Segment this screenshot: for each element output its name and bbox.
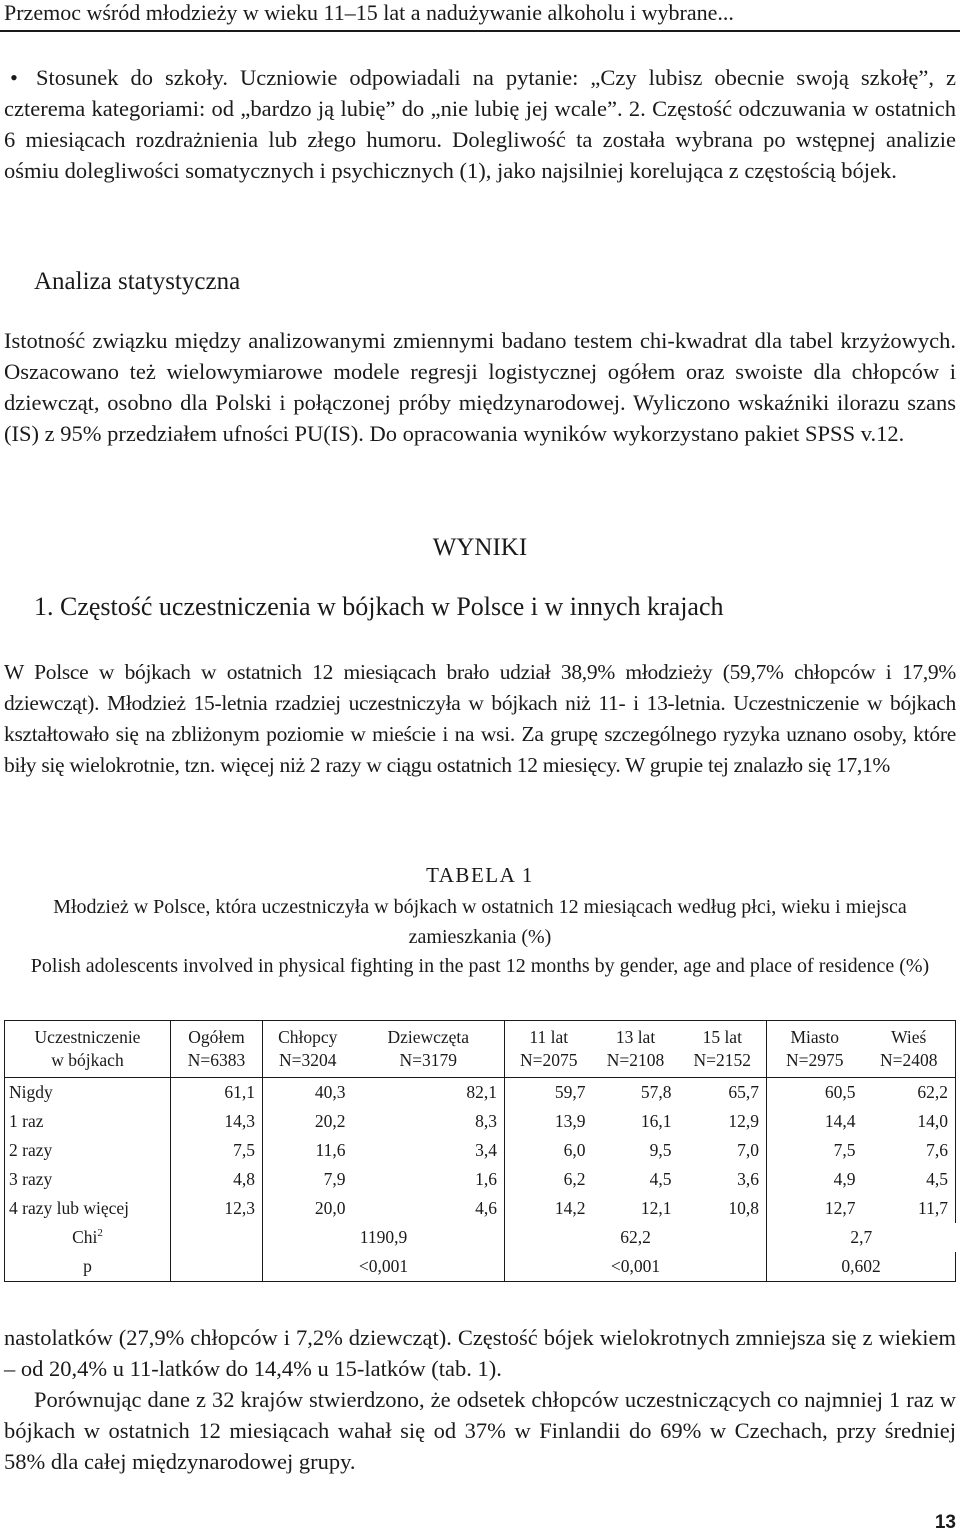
header-cell: Miasto N=2975 (767, 1021, 863, 1078)
table-cell: 14,3 (171, 1107, 263, 1136)
table-cell: 7,5 (171, 1136, 263, 1165)
stats-paragraph: Istotność związku między analizowanymi zmiennymi badano testem chi-kwadrat dla tabel krzyżowych. Oszacowano też wielowymiarowe modele regresji logistycznej ogółem oraz swoiste dla chłopców i dziewcząt, osobno dla Polski i połączonej próby międzynarodowej. Wyliczono wskaźniki ilorazu szans (IS) z 95% przedziałem ufności PU(IS). Do opracowania wyników wykorzystano pakiet SPSS v.12. (4, 328, 956, 446)
table-cell: 12,3 (171, 1194, 263, 1223)
table-cell: 7,0 (679, 1136, 767, 1165)
stats-heading: Analiza statystyczna (34, 268, 241, 295)
table-cell: 14,2 (554, 1198, 586, 1218)
table-cell: 60,5 (824, 1082, 856, 1102)
header-cell: Chłopcy N=3204 (263, 1021, 353, 1078)
table-cell: 57,8 (640, 1082, 672, 1102)
table-cell: 4,9 (833, 1169, 856, 1189)
header-cell: Ogółem N=6383 (171, 1021, 263, 1078)
comparison-paragraph: Porównując dane z 32 krajów stwierdzono, że odsetek chłopców uczestniczących co najmniej 1 raz w bójkach w ostatnich 12 miesiącach wahał się od 37% w Finlandii do 69% w Czechach, przy średniej 58% dla całej międzynarodowej grupy. (4, 1387, 956, 1474)
header-cell: Dziewczęta N=3179 (353, 1021, 505, 1078)
bullet-icon: • (10, 65, 18, 90)
table-row (5, 1136, 956, 1165)
row-label: 2 razy (5, 1136, 171, 1165)
table-cell: 7,9 (323, 1169, 346, 1189)
table-cell: 7,6 (863, 1136, 956, 1165)
table-row (5, 1194, 956, 1223)
table-cell: 20,0 (314, 1198, 346, 1218)
results-paragraph: W Polsce w bójkach w ostatnich 12 miesiącach brało udział 38,9% młodzieży (59,7% chłopców i 17,9% dziewcząt). Młodzież 15-letnia rzadziej uczestniczyła w bójkach niż 11- i 13-letnia. Uczestniczenie w bójkach kształtowało się na zbliżonym poziomie w mieście i na wsi. Za grupę szczególnego ryzyka uznano osoby, które biły się wielokrotnie, tzn. więcej niż 2 razy w ciągu ostatnich 12 miesięcy. W grupie tej znalazło się 17,1% (4, 660, 956, 777)
header-cell: 15 lat N=2152 (679, 1021, 767, 1078)
continuation-paragraph: nastolatków (27,9% chłopców i 7,2% dziewcząt). Częstość bójek wielokrotnych zmniejsza się z wiekiem – od 20,4% u 11-latków do 14,4% u 15-latków (tab. 1). (4, 1325, 956, 1381)
table-cell: 40,3 (314, 1082, 346, 1102)
table-cell: 16,1 (640, 1111, 672, 1131)
table-cell: 7,5 (833, 1140, 856, 1160)
results-heading: WYNIKI (432, 534, 528, 561)
intro-text: Stosunek do szkoły. Uczniowie odpowiadali na pytanie: „Czy lubisz obecnie swoją szkołę”, z czterema kategoriami: od „bardzo ją lubię” do „nie lubię jej wcale”. 2. Częstość odczuwania w ostatnich 6 miesiącach rozdrażnienia lub złego humoru. Dolegliwość ta została wybrana po wstępnej analizie ośmiu dolegliwości somatycznych i psychicznych (1), jako najsilniej korelująca z częstością bójek. (4, 65, 956, 183)
table-cell: 59,7 (554, 1082, 586, 1102)
p-value-gender: <0,001 (263, 1252, 505, 1282)
table-cell: 9,5 (649, 1140, 672, 1160)
table-cell: 61,1 (171, 1078, 263, 1108)
running-header: Przemoc wśród młodzieży w wieku 11–15 lat a nadużywanie alkoholu i wybrane... (4, 0, 734, 25)
table-cell: 14,0 (863, 1107, 956, 1136)
row-label: 1 raz (5, 1107, 171, 1136)
results-subheading: 1. Częstość uczestniczenia w bójkach w Polsce i w innych krajach (34, 592, 724, 621)
table-row (5, 1078, 956, 1108)
table-caption-pl: Młodzież w Polsce, która uczestniczyła w bójkach w ostatnich 12 miesiącach według płci, wieku i miejsca zamieszkania (%) (53, 896, 907, 948)
p-value-age: <0,001 (593, 1252, 679, 1282)
chi-value-residence: 2,7 (850, 1227, 873, 1247)
table-cell: 12,9 (679, 1107, 767, 1136)
table-cell: 3,4 (353, 1136, 505, 1165)
table-cell: 65,7 (679, 1078, 767, 1108)
table-cell: 11,7 (863, 1194, 956, 1223)
table-cell: 12,7 (824, 1198, 856, 1218)
table-cell: 10,8 (679, 1194, 767, 1223)
row-label: 4 razy lub więcej (5, 1194, 171, 1223)
chi-row (5, 1223, 956, 1252)
table-cell: 6,2 (563, 1169, 586, 1189)
fighting-table (4, 1020, 956, 1282)
chi-label: Chi$^2$ (5, 1223, 171, 1252)
table-cell: 4,8 (171, 1165, 263, 1194)
table-cell: 4,5 (649, 1169, 672, 1189)
table-row (5, 1165, 956, 1194)
table-cell: 14,4 (824, 1111, 856, 1131)
table-cell: 13,9 (554, 1111, 586, 1131)
table-cell: 3,6 (679, 1165, 767, 1194)
header-cell: Uczestniczenie w bójkach (5, 1021, 171, 1078)
table-cell: 1,6 (353, 1165, 505, 1194)
table-caption-en: Polish adolescents involved in physical fighting in the past 12 months by gender, age and place of residence (%) (30, 955, 930, 977)
table-title: TABELA 1 (426, 863, 534, 887)
table-cell: 82,1 (353, 1078, 505, 1108)
chi-value-age: 62,2 (620, 1227, 651, 1247)
row-label: 3 razy (5, 1165, 171, 1194)
intro-paragraph (4, 62, 956, 186)
table-row (5, 1107, 956, 1136)
header-cell: 13 lat N=2108 (593, 1021, 679, 1078)
table-cell: 20,2 (314, 1111, 346, 1131)
header-rule (0, 30, 960, 32)
page-number: 13 (934, 1512, 956, 1533)
table-cell: 11,6 (315, 1140, 346, 1160)
header-cell: 11 lat N=2075 (505, 1021, 593, 1078)
table-cell: 62,2 (863, 1078, 956, 1108)
table-cell: 4,5 (863, 1165, 956, 1194)
table-cell: 4,6 (353, 1194, 505, 1223)
chi-value-gender: 1190,9 (359, 1227, 408, 1247)
p-value-residence: 0,602 (767, 1252, 956, 1282)
table-cell: 6,0 (563, 1140, 586, 1160)
p-row (5, 1252, 956, 1282)
header-cell: Wieś N=2408 (863, 1021, 956, 1078)
row-label: Nigdy (5, 1078, 171, 1108)
table-cell: 8,3 (353, 1107, 505, 1136)
table-cell: 12,1 (640, 1198, 672, 1218)
p-label: p (5, 1252, 171, 1282)
